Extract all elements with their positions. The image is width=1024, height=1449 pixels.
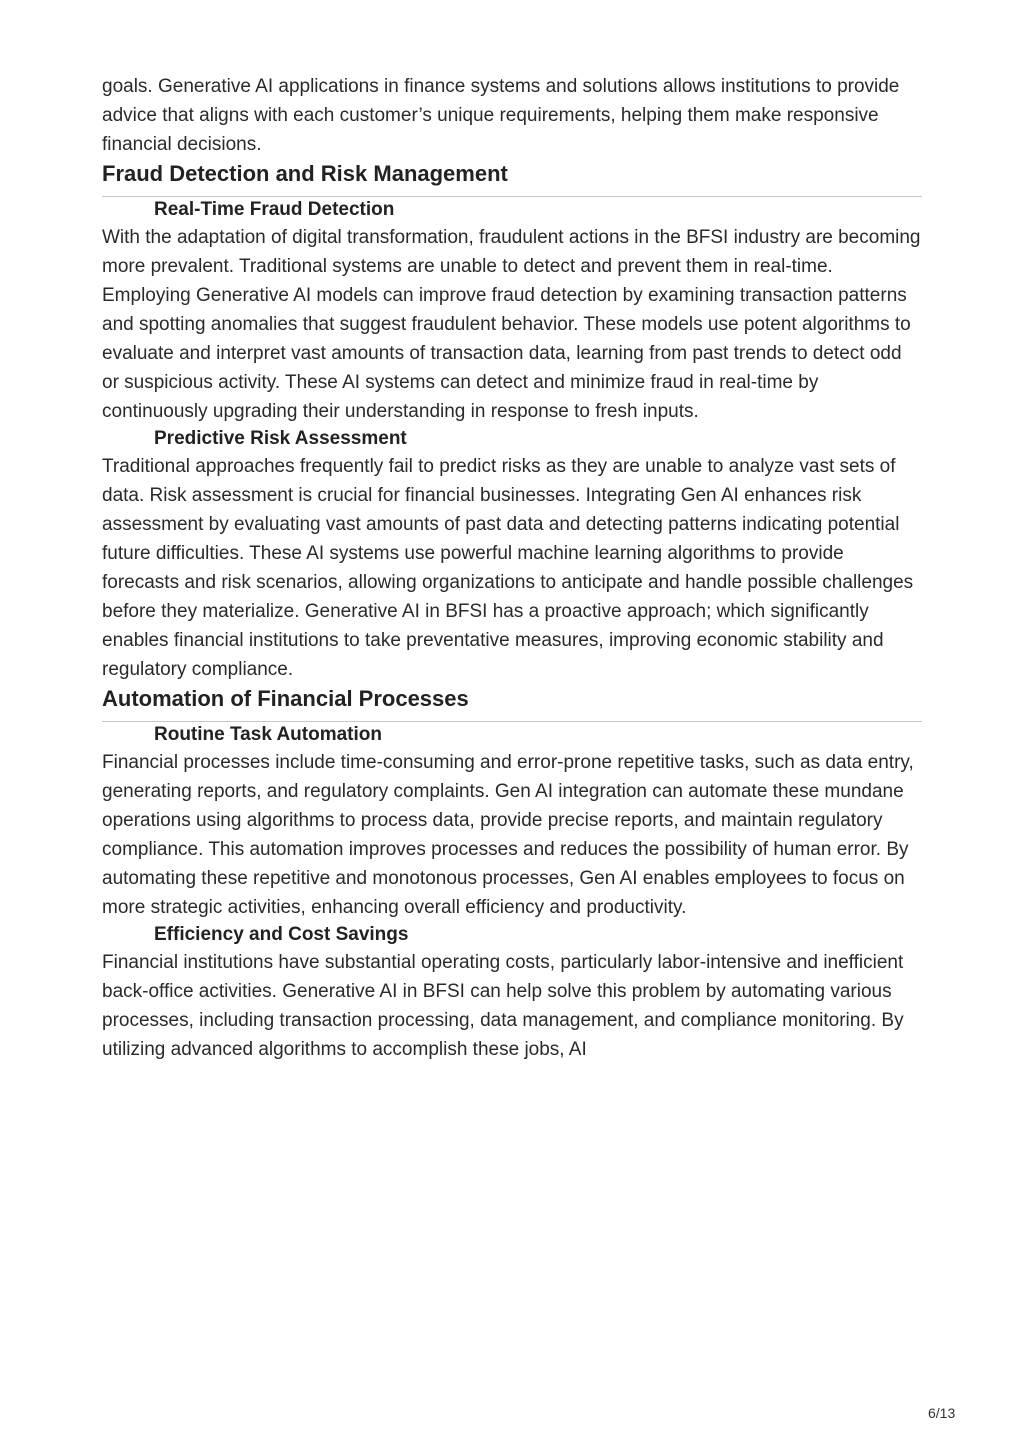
subsection-title-predictive-risk-assessment: Predictive Risk Assessment [154,428,407,449]
document-page [102,72,922,1064]
page-number: 6/13 [928,1405,956,1421]
paragraph-real-time-fraud-detection: With the adaptation of digital transformation, fraudulent actions in the BFSI industry are becoming more prevalent. Traditional systems are unable to detect and prevent them in real-time. Employing Generative AI models can improve fraud detection by examining transaction patterns and spotting anomalies that suggest fraudulent behavior. These models use potent algorithms to evaluate and interpret vast amounts of transaction data, learning from past trends to detect odd or suspicious activity. These AI systems can detect and minimize fraud in real-time by continuously upgrading their understanding in response to fresh inputs. [102,227,921,422]
paragraph-predictive-risk-assessment: Traditional approaches frequently fail to predict risks as they are unable to analyze vast sets of data. Risk assessment is crucial for financial businesses. Integrating Gen AI enhances risk assessment by evaluating vast amounts of past data and detecting patterns indicating potential future difficulties. These AI systems use powerful machine learning algorithms to provide forecasts and risk scenarios, allowing organizations to anticipate and handle possible challenges before they materialize. Generative AI in BFSI has a proactive approach; which significantly enables financial institutions to take preventative measures, improving economic stability and regulatory compliance. [102,456,914,680]
intro-paragraph: goals. Generative AI applications in finance systems and solutions allows institutions to provide advice that aligns with each customer’s unique requirements, helping them make responsive financial decisions. [102,76,900,155]
paragraph-efficiency-cost-savings: Financial institutions have substantial operating costs, particularly labor-intensive and inefficient back-office activities. Generative AI in BFSI can help solve this problem by automating various processes, including transaction processing, data management, and compliance monitoring. By utilizing advanced algorithms to accomplish these jobs, AI [102,952,904,1060]
subsection-title-routine-task-automation: Routine Task Automation [154,724,382,745]
subsection-title-efficiency-cost-savings: Efficiency and Cost Savings [154,924,409,945]
paragraph-routine-task-automation: Financial processes include time-consuming and error-prone repetitive tasks, such as data entry, generating reports, and regulatory complaints. Gen AI integration can automate these mundane operations using algorithms to process data, provide precise reports, and maintain regulatory compliance. This automation improves processes and reduces the possibility of human error. By automating these repetitive and monotonous processes, Gen AI enables employees to focus on more strategic activities, enhancing overall efficiency and productivity. [102,752,914,918]
section-title-fraud-detection: Fraud Detection and Risk Management [102,159,922,197]
subsection-title-real-time-fraud-detection: Real-Time Fraud Detection [154,199,395,220]
section-title-automation: Automation of Financial Processes [102,684,922,722]
